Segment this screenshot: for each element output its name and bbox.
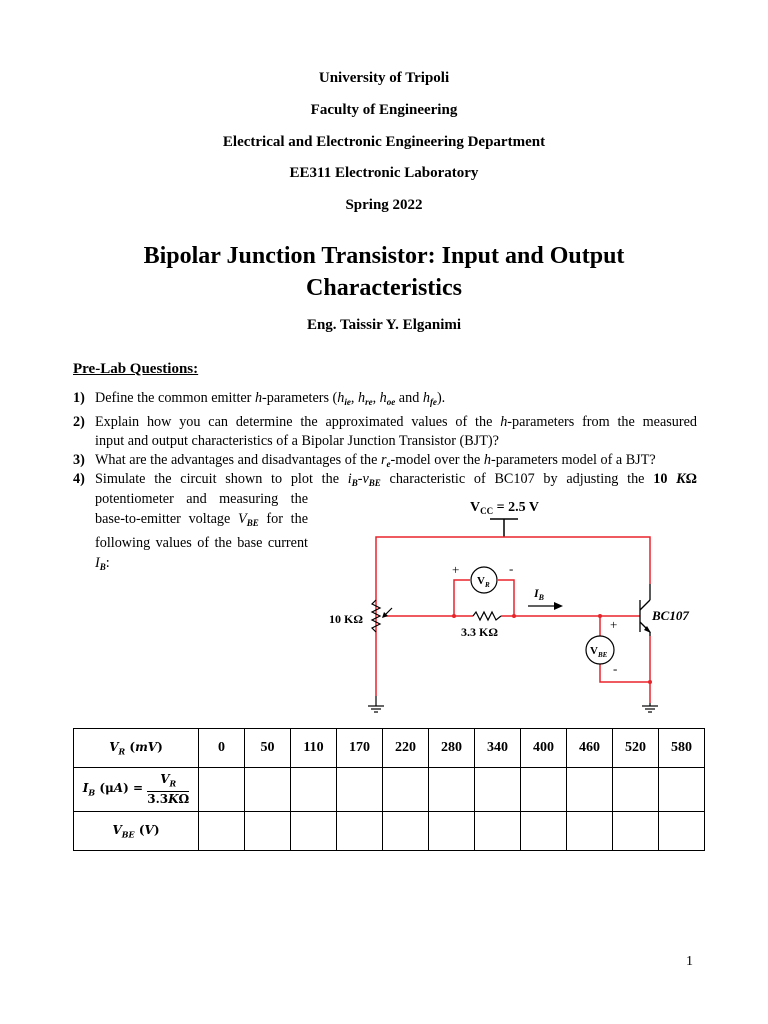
vbe-value-cell bbox=[659, 812, 705, 851]
vcc-value: 2.5 V bbox=[508, 500, 539, 515]
question-2-number: 2) bbox=[73, 414, 85, 430]
vr-value-cell: 220 bbox=[383, 729, 429, 768]
current-label: $I_B$ bbox=[534, 586, 545, 602]
resistor-label: 3.3 KΩ bbox=[461, 625, 498, 639]
ib-value-cell bbox=[199, 768, 245, 812]
junction-dot bbox=[648, 680, 652, 684]
vbe-value-cell bbox=[613, 812, 659, 851]
vr-plus: + bbox=[452, 562, 460, 577]
ib-value-cell bbox=[383, 768, 429, 812]
resistor-icon bbox=[473, 612, 501, 620]
author: Eng. Taissir Y. Elganimi bbox=[306, 317, 462, 333]
vbe-value-cell bbox=[521, 812, 567, 851]
vr-value-cell: 400 bbox=[521, 729, 567, 768]
junction-dot bbox=[452, 614, 456, 618]
measurement-table bbox=[73, 728, 705, 851]
vbe-row-label: $V_{BE}$ (V) bbox=[74, 812, 199, 851]
vr-value-cell: 0 bbox=[199, 729, 245, 768]
junction-dot bbox=[512, 614, 516, 618]
vcc-label: $V_{CC} = 2.5$ V bbox=[470, 500, 539, 516]
junction-dot bbox=[598, 614, 602, 618]
ib-row-label: $I_B$ (μA) = $\frac{V_R}{3.3K\Omega}$ bbox=[74, 768, 199, 812]
ground-icon bbox=[642, 703, 658, 712]
vbe-value-cell bbox=[475, 812, 521, 851]
vbe-value-cell bbox=[429, 812, 475, 851]
vbe-meter-label: $V_{BE}$ bbox=[590, 645, 608, 659]
semester: Spring 2022 bbox=[345, 197, 423, 213]
vbe-minus: - bbox=[613, 661, 618, 676]
vr-value-cell: 110 bbox=[291, 729, 337, 768]
vr-minus: - bbox=[509, 561, 514, 576]
vbe-value-cell bbox=[245, 812, 291, 851]
document-title-line2: Characteristics bbox=[306, 275, 462, 301]
vr-row-label: $V_R$ (mV) bbox=[74, 729, 199, 768]
document-title-line1: Bipolar Junction Transistor: Input and Output bbox=[143, 243, 625, 269]
university-name: University of Tripoli bbox=[318, 70, 450, 86]
vbe-value-cell bbox=[337, 812, 383, 851]
vbe-plus: + bbox=[610, 617, 618, 632]
vr-value-cell: 520 bbox=[613, 729, 659, 768]
question-3-text: What are the advantages and disadvantages of the $r_e$-model over the h-parameters model of a BJT? bbox=[95, 452, 656, 469]
ib-value-cell bbox=[567, 768, 613, 812]
question-4-text-continued: potentiometer and measuring the base-to-emitter voltage $V_{BE}$ for the following values of the base current $I_B$: bbox=[95, 491, 308, 572]
ib-value-cell bbox=[291, 768, 337, 812]
ib-value-cell bbox=[429, 768, 475, 812]
question-1-number: 1) bbox=[73, 390, 85, 406]
question-2-text: Explain how you can determine the approximated values of the h-parameters from the measured input and output characteristics of a Bipolar Junction Transistor (BJT)? bbox=[95, 414, 697, 449]
vbe-value-cell bbox=[291, 812, 337, 851]
page-number: 1 bbox=[686, 954, 693, 969]
faculty-name: Faculty of Engineering bbox=[310, 102, 458, 118]
ib-value-cell bbox=[521, 768, 567, 812]
course-name: EE311 Electronic Laboratory bbox=[289, 165, 479, 181]
table-row-vr bbox=[74, 729, 705, 768]
transistor-icon bbox=[640, 584, 650, 636]
vr-value-cell: 280 bbox=[429, 729, 475, 768]
vbe-value-cell bbox=[199, 812, 245, 851]
vbe-value-cell bbox=[567, 812, 613, 851]
vbe-value-cell bbox=[383, 812, 429, 851]
question-3-number: 3) bbox=[73, 452, 85, 468]
table-row-ib bbox=[74, 768, 705, 812]
table-row-vbe bbox=[74, 812, 705, 851]
ib-value-cell bbox=[659, 768, 705, 812]
ib-value-cell bbox=[613, 768, 659, 812]
vr-value-cell: 460 bbox=[567, 729, 613, 768]
transistor-label: BC107 bbox=[652, 608, 689, 623]
vr-value-cell: 580 bbox=[659, 729, 705, 768]
question-4-number: 4) bbox=[73, 471, 85, 487]
ib-value-cell bbox=[337, 768, 383, 812]
prelab-heading: Pre-Lab Questions: bbox=[73, 361, 199, 377]
vr-value-cell: 170 bbox=[337, 729, 383, 768]
potentiometer-label: 10 KΩ bbox=[329, 612, 363, 626]
current-arrowhead-icon bbox=[554, 602, 563, 610]
ground-icon bbox=[368, 696, 384, 712]
department-name: Electrical and Electronic Engineering Department bbox=[222, 134, 546, 150]
ib-value-cell bbox=[475, 768, 521, 812]
question-4-text-line1: Simulate the circuit shown to plot the $i_B-v_{BE}$ characteristic of BC107 by adjusting the 10 KΩ bbox=[95, 471, 697, 488]
vr-value-cell: 340 bbox=[475, 729, 521, 768]
vr-value-cell: 50 bbox=[245, 729, 291, 768]
ib-value-cell bbox=[245, 768, 291, 812]
vr-meter-label: $V_R$ bbox=[477, 575, 490, 589]
question-1-text: Define the common emitter h-parameters ($h_{ie}$, $h_{re}$, $h_{oe}$ and $h_{fe}$). bbox=[95, 390, 446, 407]
